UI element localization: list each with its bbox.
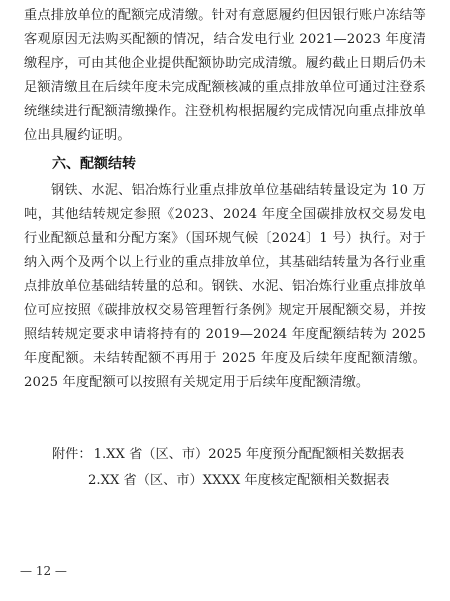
attachment-item-1 [52, 444, 404, 466]
attachment-2-text: 2.XX 省（区、市）XXXX 年度核定配额相关数据表 [88, 473, 390, 488]
page-number: — 12 — [20, 564, 67, 578]
body-paragraph-clearance: 重点排放单位的配额完成清缴。针对有意愿履约但因银行账户冻结等客观原因无法购买配额的情况，结合发电行业 2021—2023 年度清缴程序，可由其他企业提供配额协助完成清缴。履约截止日期后仍未足额清缴且在后续年度未完成配额核减的重点排放单位可通过注登系统继续进行配额清缴操作。注登机构根据履约完成情况向重点排放单位出具履约证明。 [24, 8, 426, 143]
attachments-label: 附件： [52, 447, 92, 462]
body-paragraph-carryover: 钢铁、水泥、铝冶炼行业重点排放单位基础结转量设定为 10 万吨，其他结转规定参照《2023、2024 年度全国碳排放权交易发电行业配额总量和分配方案》（国环规气候〔2024〕1 号）执行。对于纳入两个及两个以上行业的重点排放单位，其基础结转量为各行业重点排放单位基础结转量的总和。钢铁、水泥、铝冶炼行业重点排放单位可应按照《碳排放权交易管理暂行条例》规定开展配额交易，并按照结转规定要求申请将持有的 2019—2024 年度配额结转为 2025 年度配额。未结转配额不再用于 2025 年度及后续年度配额清缴。2025 年度配额可以按照有关规定用于后续年度配额清缴。 [24, 183, 426, 390]
attachment-1-text: 1.XX 省（区、市）2025 年度预分配配额相关数据表 [93, 447, 405, 462]
section-heading-quota-carryover: 六、配额结转 [52, 156, 136, 172]
attachment-item-2 [88, 470, 389, 492]
